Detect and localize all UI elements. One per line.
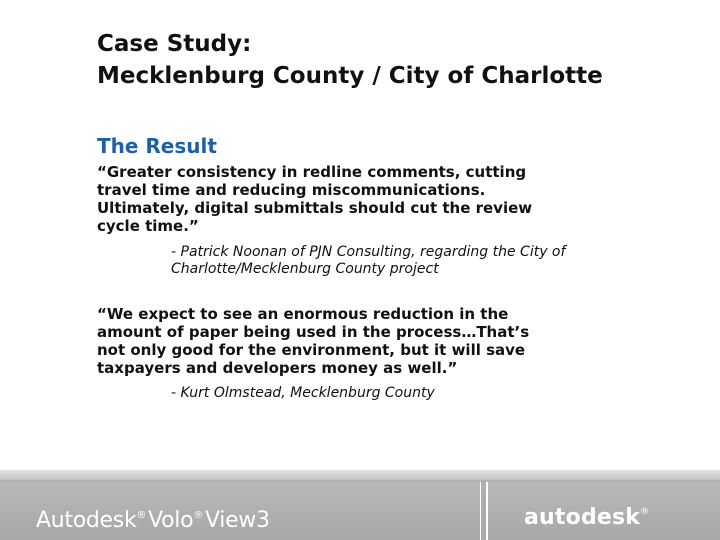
quote-1-line-2: travel time and reducing miscommunications. [97,181,486,199]
quote-block-2 [97,305,657,377]
quote-1-attribution-line-1: - Patrick Noonan of PJN Consulting, regarding the City of [171,244,566,260]
quote-1-line-1: “Greater consistency in redline comments, cutting [97,163,527,181]
product-brand: Autodesk [36,508,137,533]
product-reg-mark-2: ® [193,510,203,521]
product-reg-mark-1: ® [136,510,147,521]
product-version: View3 [204,508,270,533]
slide-title-line-2: Mecklenburg County / City of Charlotte [97,63,603,89]
quote-2-line-1: “We expect to see an enormous reduction in the [97,305,509,323]
footer-divider [0,470,720,480]
autodesk-logo-text: autodesk [524,505,641,530]
quote-1-attribution-line-2: Charlotte/Mecklenburg County project [171,261,439,277]
slide-title-line-1: Case Study: [97,31,252,57]
quote-1-attribution [171,244,671,278]
quote-1-line-3: Ultimately, digital submittals should cut the review [97,199,533,217]
slide-title [97,28,697,92]
quote-1-line-4: cycle time.” [97,217,199,235]
product-volo: Volo [148,508,194,533]
footer-band [0,470,720,540]
autodesk-logo [524,498,649,532]
footer-logo-panel [486,482,720,540]
quote-2-line-4: taxpayers and developers money as well.” [97,359,458,377]
quote-block-1 [97,163,657,235]
quote-2-attribution [171,385,671,402]
quote-2-attribution-line-1: - Kurt Olmstead, Mecklenburg County [171,385,435,401]
autodesk-logo-reg-mark: ® [640,507,650,517]
product-name [36,502,270,535]
footer-product-panel [0,482,481,540]
quote-2-line-2: amount of paper being used in the process…That’s [97,323,530,341]
quote-2-line-3: not only good for the environment, but it will save [97,341,526,359]
section-heading: The Result [97,134,217,158]
